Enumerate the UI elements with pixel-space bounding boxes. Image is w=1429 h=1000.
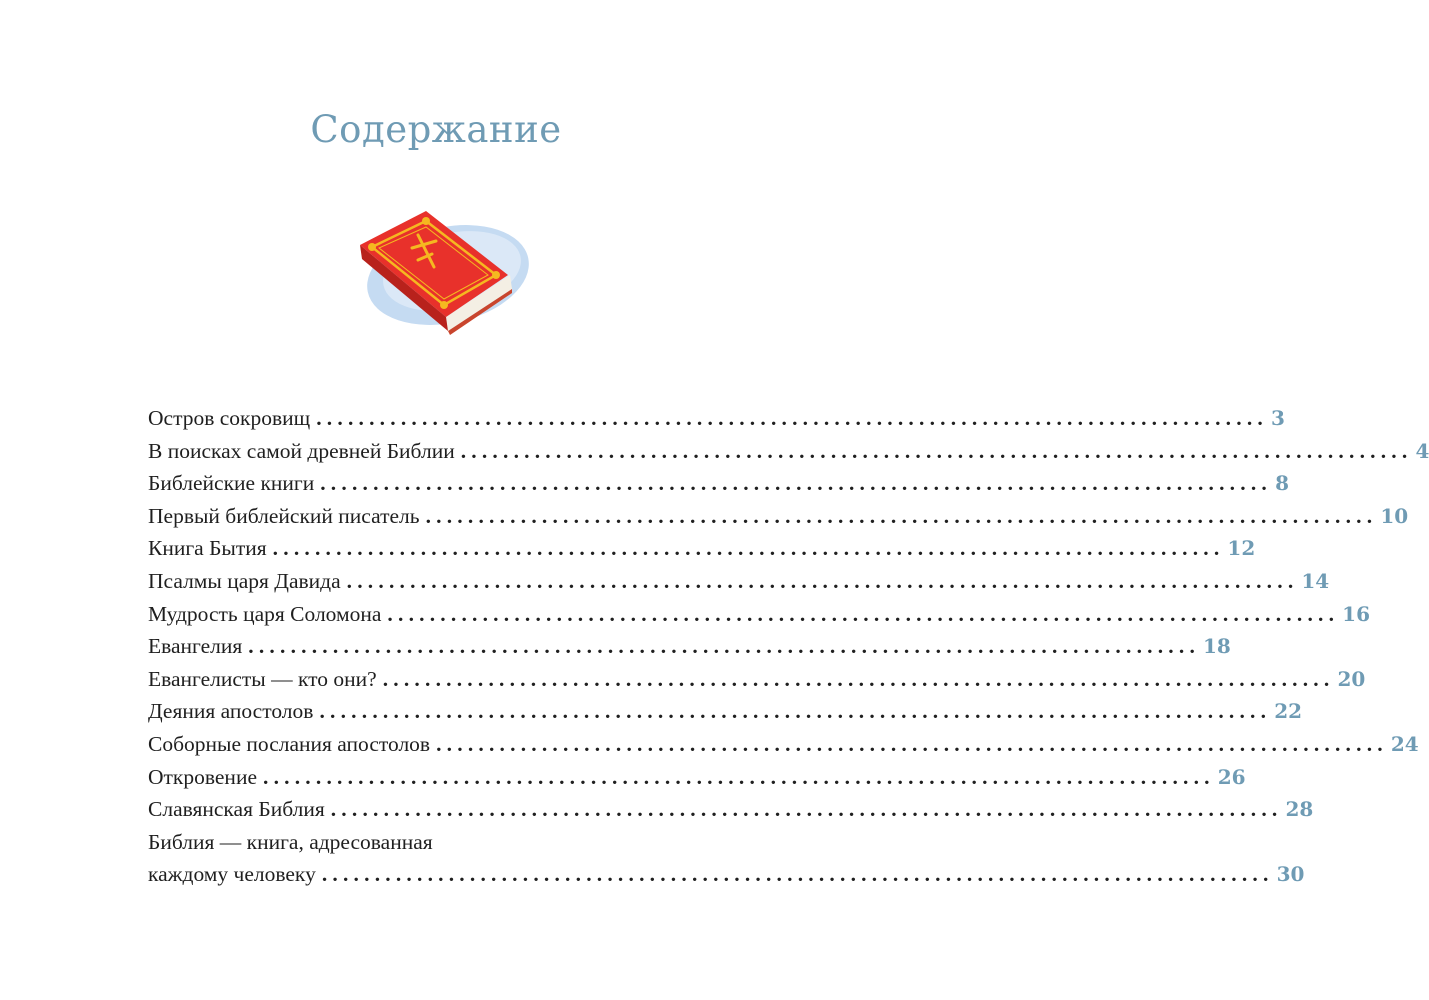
toc-item-title: Славянская Библия [148, 797, 325, 822]
toc-item[interactable] [148, 826, 724, 859]
toc-item-title: каждому человеку [148, 862, 316, 887]
dot-leader: .......................................................................................... [387, 601, 1340, 626]
page-title: Содержание [310, 108, 562, 151]
toc-item-page-number: 18 [1203, 634, 1231, 659]
toc-item-title: Остров сокровищ [148, 406, 311, 430]
dot-leader: .......................................................................................... [382, 666, 1335, 691]
dot-leader: .......................................................................................... [263, 764, 1215, 789]
toc-item-title: Книга Бытия [148, 536, 267, 561]
toc-item[interactable] [148, 761, 1246, 794]
toc-item[interactable] [148, 467, 1289, 500]
toc-item-title: Евангелисты — кто они? [148, 666, 377, 691]
toc-item-title: Библия — книга, адресованная [148, 829, 433, 854]
toc-item-title: В поисках самой древней Библии [148, 438, 455, 463]
toc-item-title: Мудрость царя Соломона [148, 601, 382, 626]
toc-item[interactable] [148, 695, 1303, 728]
toc-item-title: Деяния апостолов [148, 699, 314, 724]
toc-item[interactable] [148, 793, 1314, 826]
dot-leader: .......................................................................................... [316, 406, 1268, 430]
toc-item-title: Библейские книги [148, 471, 315, 496]
toc-item-page-number: 30 [1276, 862, 1305, 887]
dot-leader: .......................................................................................... [272, 536, 1225, 561]
dot-leader: .......................................................................................... [460, 438, 1413, 463]
toc-item-title: Соборные послания апостолов [148, 731, 431, 756]
toc-item[interactable] [148, 402, 1285, 435]
toc-item-page-number: 16 [1342, 601, 1371, 626]
toc-item-title: Первый библейский писатель [148, 503, 420, 528]
dot-leader: .......................................................................................... [319, 699, 1272, 724]
toc-item[interactable] [148, 565, 1330, 598]
toc-item[interactable] [148, 500, 1409, 533]
toc-item[interactable] [148, 728, 1419, 761]
toc-item-page-number: 4 [1415, 438, 1429, 463]
toc-item-page-number: 22 [1274, 699, 1303, 724]
toc-item-page-number: 14 [1301, 568, 1330, 593]
dot-leader: .......................................................................................... [320, 471, 1272, 496]
red-book-with-cross-icon [352, 205, 530, 337]
dot-leader: .......................................................................................... [321, 862, 1274, 887]
toc-item-title: Псалмы царя Давида [148, 568, 341, 593]
toc-item[interactable] [148, 858, 1305, 891]
dot-leader: .......................................................................................... [436, 731, 1388, 756]
toc-item[interactable] [148, 532, 1256, 565]
toc-item-title: Евангелия [148, 634, 243, 659]
dot-leader: .......................................................................................... [330, 797, 1283, 822]
dot-leader: .......................................................................................... [425, 503, 1378, 528]
toc-item-page-number: 12 [1227, 536, 1256, 561]
toc-item[interactable] [148, 630, 1231, 663]
toc-item-page-number: 26 [1217, 764, 1246, 789]
table-of-contents [148, 402, 1429, 891]
toc-item-page-number: 3 [1271, 406, 1285, 430]
toc-item[interactable] [148, 598, 1371, 631]
toc-item-page-number: 28 [1285, 797, 1314, 822]
toc-item[interactable] [148, 663, 1366, 696]
toc-item-title: Откровение [148, 764, 257, 789]
toc-item[interactable] [148, 435, 1429, 468]
toc-item-page-number: 20 [1337, 666, 1366, 691]
toc-item-page-number: 10 [1380, 503, 1409, 528]
toc-item-page-number: 8 [1275, 471, 1289, 496]
dot-leader: .......................................................................................... [248, 634, 1201, 659]
dot-leader: .......................................................................................... [346, 568, 1299, 593]
toc-item-page-number: 24 [1390, 731, 1419, 756]
